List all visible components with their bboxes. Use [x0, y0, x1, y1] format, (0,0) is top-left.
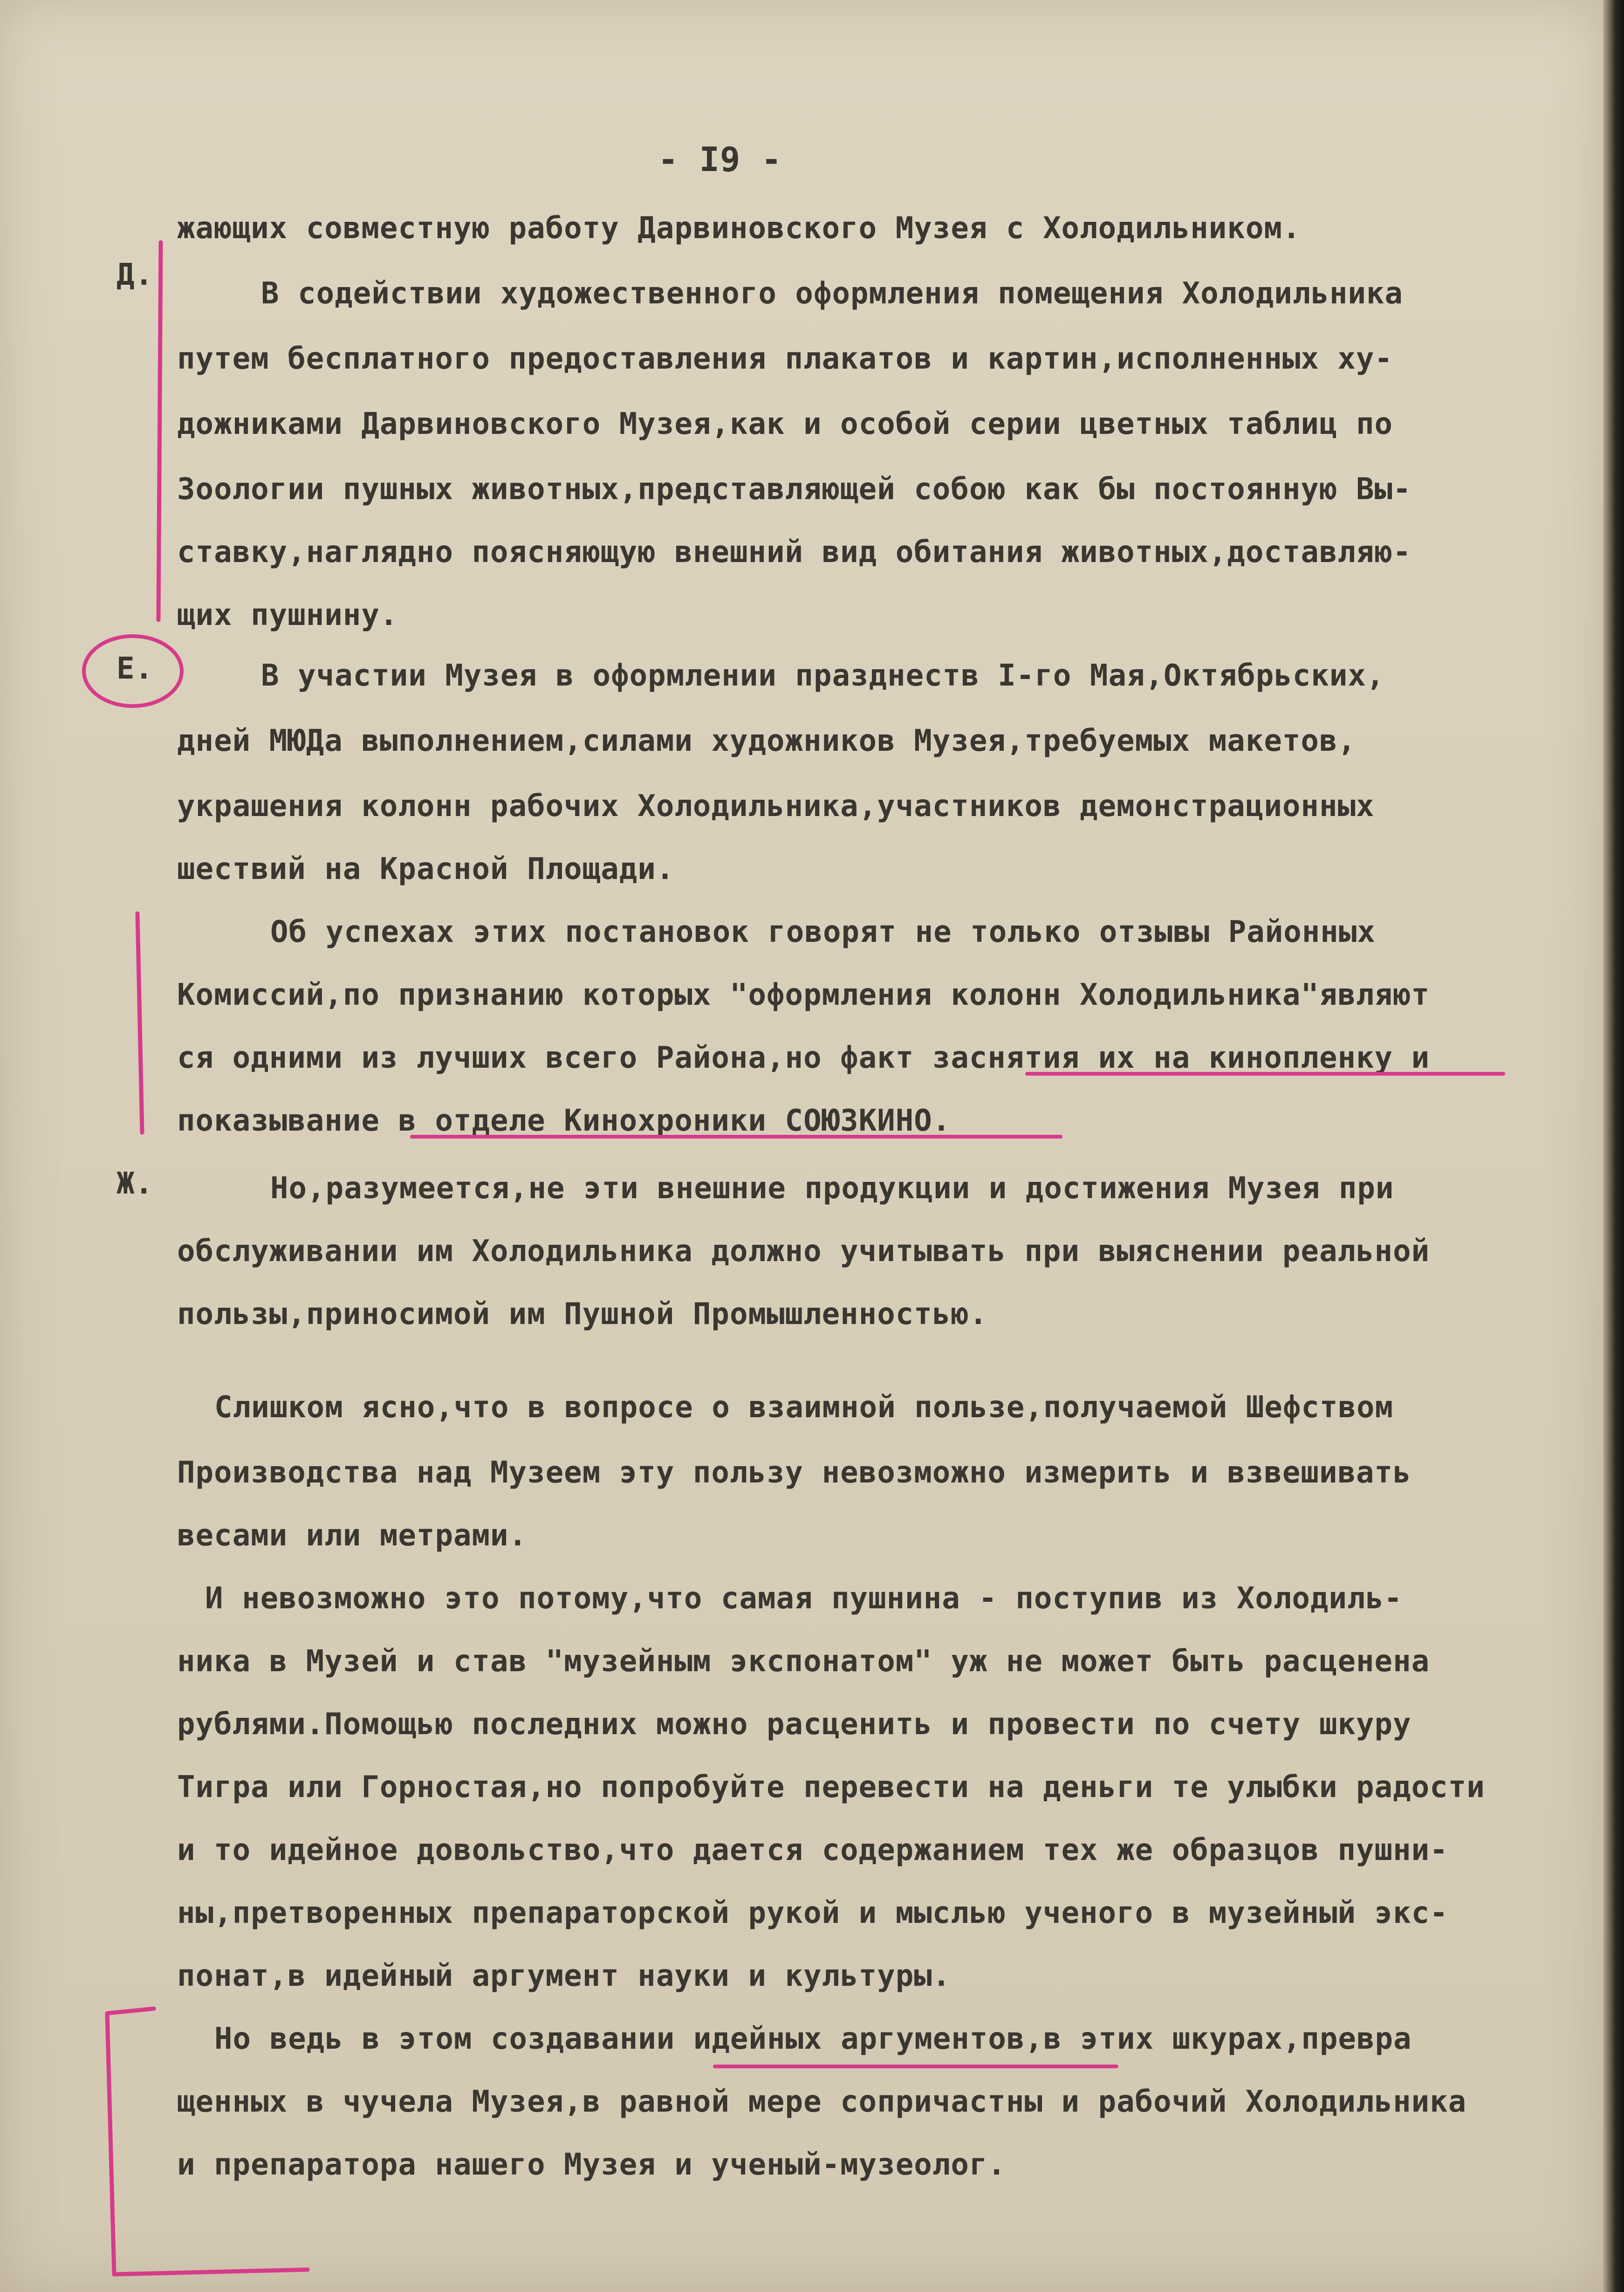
text-line: ся одними из лучших всего Района,но факт заснятия их на кинопленку и: [177, 1041, 1430, 1075]
text-line: Производства над Музеем эту пользу невозможно измерить и взвешивать: [177, 1455, 1412, 1490]
margin-bracket-line: [158, 242, 161, 620]
margin-bracket: [107, 2009, 308, 2274]
item-marker-d: Д.: [116, 258, 154, 292]
margin-bracket-line: [137, 913, 142, 1132]
text-line: дожниками Дарвиновского Музея,как и особой серии цветных таблиц по: [177, 407, 1393, 441]
text-line: путем бесплатного предоставления плакатов и картин,исполненных ху-: [177, 342, 1393, 376]
text-line: Но,разумеется,не эти внешние продукции и достижения Музея при: [270, 1171, 1394, 1206]
text-line: рублями.Помощью последних можно расценить и провести по счету шкуру: [177, 1707, 1412, 1742]
text-line: Слишком ясно,что в вопросе о взаимной пользе,получаемой Шефством: [214, 1390, 1393, 1425]
text-line: В участии Музея в оформлении празднеств I-го Мая,Октябрьских,: [261, 659, 1385, 693]
text-line: шествий на Красной Площади.: [177, 852, 675, 886]
text-line: обслуживании им Холодильника должно учитывать при выяснении реальной: [177, 1234, 1430, 1269]
text-line: В содействии художественного оформления помещения Холодильника: [261, 276, 1403, 311]
page-edge: [1603, 0, 1624, 2292]
text-line: щенных в чучела Музея,в равной мере сопричастны и рабочий Холодильника: [177, 2085, 1467, 2119]
text-line: весами или метрами.: [177, 1518, 528, 1553]
item-marker-e: Е.: [116, 652, 154, 686]
text-line: понат,в идейный аргумент науки и культуры.: [177, 1959, 951, 1993]
item-marker-zh: Ж.: [116, 1167, 154, 1201]
text-line: Об успехах этих постановок говорят не только отзывы Районных: [270, 915, 1376, 949]
text-line: Комиссий,по признанию которых "оформления колонн Холодильника"являют: [177, 978, 1430, 1012]
text-line: щих пушнину.: [177, 598, 398, 632]
text-line: и препаратора нашего Музея и ученый-музеолог.: [177, 2148, 1006, 2182]
text-line: Зоологии пушных животных,представляющей собою как бы постоянную Вы-: [177, 472, 1412, 507]
text-line: жающих совместную работу Дарвиновского Музея с Холодильником.: [177, 211, 1301, 246]
text-line: ника в Музей и став "музейным экспонатом" уж не может быть расценена: [177, 1644, 1430, 1679]
marker-circle: [84, 636, 182, 706]
text-line: Тигра или Горностая,но попробуйте перевести на деньги те улыбки радости: [177, 1770, 1485, 1805]
text-line: и то идейное довольство,что дается содержанием тех же образцов пушни-: [177, 1833, 1448, 1867]
text-line: пользы,приносимой им Пушной Промышленностью.: [177, 1297, 988, 1331]
text-line: украшения колонн рабочих Холодильника,участников демонстрационных: [177, 789, 1375, 823]
text-line: ны,претворенных препараторской рукой и мыслью ученого в музейный экс-: [177, 1896, 1448, 1930]
page-number: - I9 -: [658, 140, 782, 179]
text-line: дней МЮДа выполнением,силами художников Музея,требуемых макетов,: [177, 724, 1356, 758]
text-line: показывание в отделе Кинохроники СОЮЗКИНО.: [177, 1104, 951, 1138]
text-line: ставку,наглядно поясняющую внешний вид обитания животных,доставляю-: [177, 535, 1412, 570]
text-line: Но ведь в этом создавании идейных аргументов,в этих шкурах,превра: [214, 2022, 1412, 2056]
text-line: И невозможно это потому,что самая пушнина - поступив из Холодиль-: [205, 1581, 1403, 1616]
